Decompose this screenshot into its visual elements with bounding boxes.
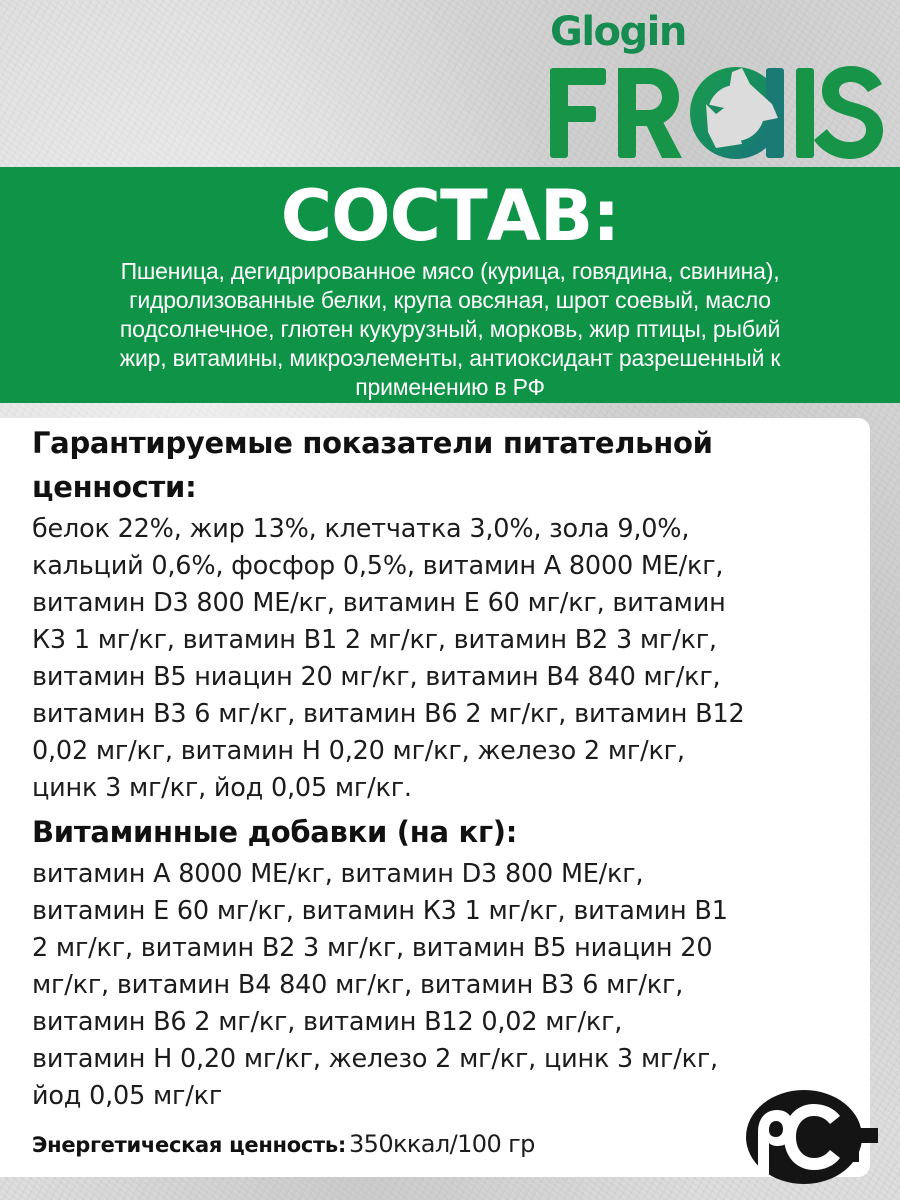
nutrition-line: витамин В3 6 мг/кг, витамин В6 2 мг/кг, витамин В12 (32, 699, 745, 729)
gost-certification-icon (744, 1088, 880, 1186)
vitamins-heading: Витаминные добавки (на кг): (32, 815, 518, 849)
nutrition-line: К3 1 мг/кг, витамин В1 2 мг/кг, витамин В2 3 мг/кг, (32, 625, 717, 655)
composition-line: Пшеница, дегидрированное мясо (курица, говядина, свинина), (120, 258, 780, 284)
nutrition-line: кальций 0,6%, фосфор 0,5%, витамин А 8000 МЕ/кг, (32, 551, 724, 581)
vitamins-line: витамин А 8000 МЕ/кг, витамин D3 800 МЕ/кг, (32, 859, 644, 889)
vitamins-line: витамин Е 60 мг/кг, витамин К3 1 мг/кг, витамин В1 (32, 896, 728, 926)
brand-main-logo-icon (546, 62, 886, 162)
composition-text (30, 257, 870, 402)
composition-line: подсолнечное, глютен кукурузный, морковь, жир птицы, рыбий (119, 316, 781, 342)
nutrition-line: цинк 3 мг/кг, йод 0,05 мг/кг. (32, 773, 412, 803)
energy-value-row (32, 1130, 535, 1158)
nutrition-card (0, 418, 870, 1177)
composition-line: гидролизованные белки, крупа овсяная, шрот соевый, масло (129, 287, 771, 313)
nutrition-line: белок 22%, жир 13%, клетчатка 3,0%, зола 9,0%, (32, 514, 690, 544)
composition-line: жир, витамины, микроэлементы, антиоксидант разрешенный к (119, 345, 781, 371)
energy-label: Энергетическая ценность: (32, 1133, 346, 1157)
nutrition-line: витамин В5 ниацин 20 мг/кг, витамин В4 840 мг/кг, (32, 662, 721, 692)
composition-line: применению в РФ (355, 374, 545, 400)
vitamins-line: витамин В6 2 мг/кг, витамин В12 0,02 мг/кг, (32, 1007, 623, 1037)
nutrition-heading-line: ценности: (32, 470, 197, 504)
dog-cat-silhouette-icon (690, 67, 784, 159)
vitamins-line: йод 0,05 мг/кг (32, 1081, 223, 1111)
brand-logo (546, 10, 886, 162)
vitamins-line: 2 мг/кг, витамин В2 3 мг/кг, витамин В5 ниацин 20 (32, 933, 713, 963)
composition-title: СОСТАВ: (280, 175, 620, 257)
energy-value: 350ккал/100 гр (348, 1130, 535, 1158)
brand-subname: Glogin (550, 9, 686, 55)
vitamins-line: витамин Н 0,20 мг/кг, железо 2 мг/кг, цинк 3 мг/кг, (32, 1044, 718, 1074)
nutrition-heading-line: Гарантируемые показатели питательной (32, 426, 713, 460)
nutrition-line: витамин D3 800 МЕ/кг, витамин Е 60 мг/кг, витамин (32, 588, 726, 618)
nutrition-line: 0,02 мг/кг, витамин Н 0,20 мг/кг, железо 2 мг/кг, (32, 736, 685, 766)
vitamins-line: мг/кг, витамин В4 840 мг/кг, витамин В3 6 мг/кг, (32, 970, 684, 1000)
composition-band (0, 167, 900, 403)
